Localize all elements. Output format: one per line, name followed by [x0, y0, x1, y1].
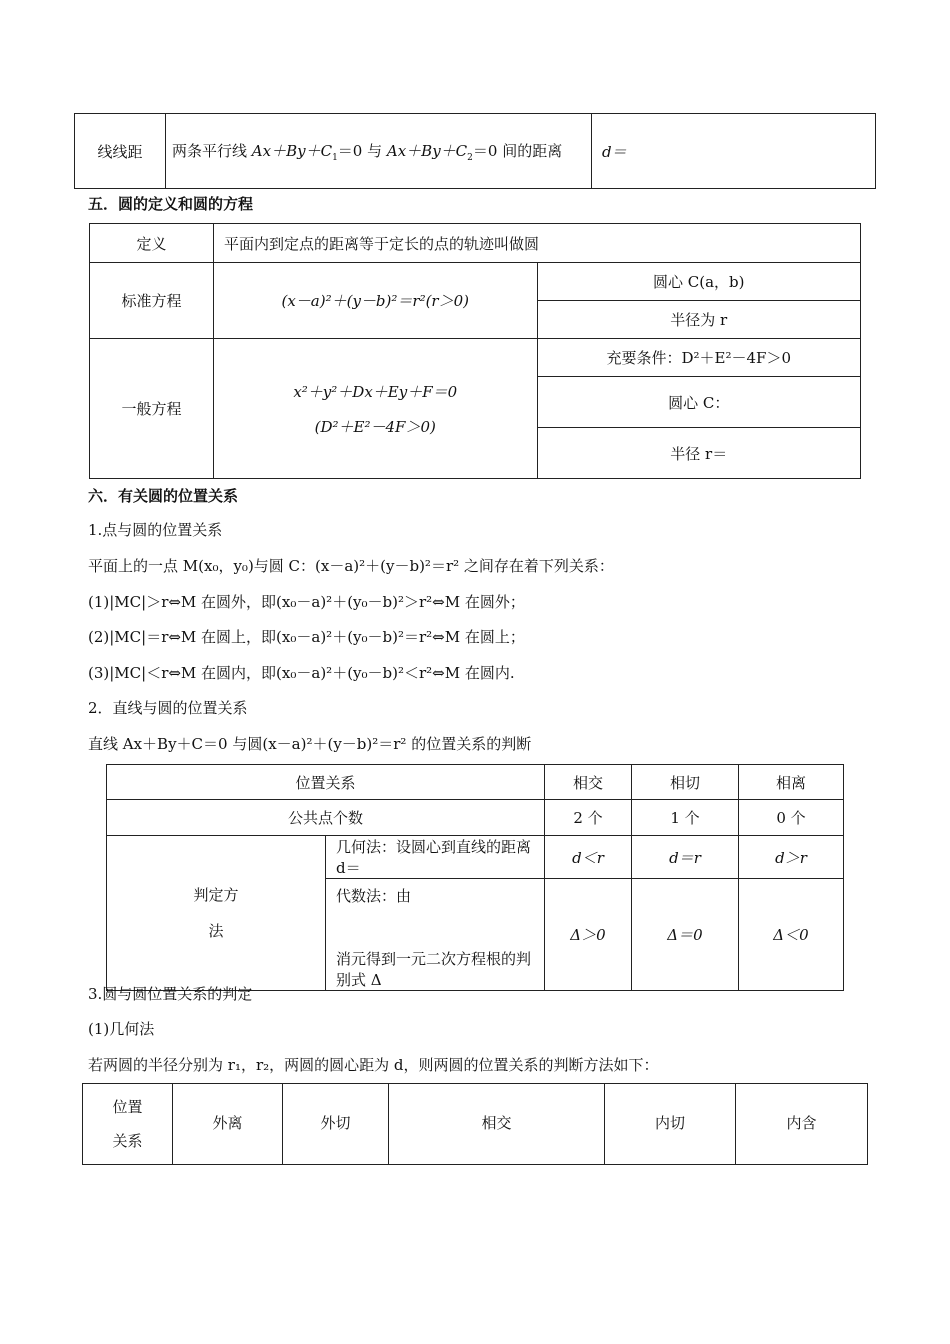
- point-circle-intro: 平面上的一点 M(x₀，y₀)与圆 C：(x－a)²＋(y－b)²＝r² 之间存在着下列关系：: [88, 557, 614, 575]
- algebraic-method: 代数法：由 消元得到一元二次方程根的判别式 Δ: [326, 879, 545, 991]
- standard-radius: 半径为 r: [537, 301, 861, 339]
- col-intersect: 相交: [389, 1084, 605, 1165]
- line-distance-description: 两条平行线 $Ax+By+C_1=0$ 与 $Ax+By+C_2=0$ 间的距离: [166, 114, 592, 189]
- circle-circle-subheading: 3.圆与圆位置关系的判定: [88, 985, 253, 1003]
- general-equation: x²＋y²＋Dx＋Ey＋F＝0 (D²＋E²－4F＞0): [214, 339, 538, 479]
- point-circle-case-3: (3)|MC|＜r⇔M 在圆内，即(x₀－a)²＋(y₀－b)²＜r²⇔M 在圆内.: [88, 664, 515, 682]
- general-condition: 充要条件：D²＋E²－4F＞0: [537, 339, 861, 377]
- standard-label: 标准方程: [90, 263, 214, 339]
- geometric-method-heading: (1)几何法: [88, 1020, 155, 1038]
- line-distance-table: [74, 113, 876, 189]
- algebraic-intersect: Δ＞0: [545, 879, 632, 991]
- common-points-separate: 0 个: [739, 800, 844, 836]
- general-center: 圆心 C：: [537, 377, 861, 428]
- line-circle-intro: 直线 Ax＋By＋C＝0 与圆(x－a)²＋(y－b)²＝r² 的位置关系的判断: [88, 735, 532, 753]
- circle-equation-table: [89, 223, 861, 479]
- common-points-label: 公共点个数: [107, 800, 545, 836]
- col-external-separate: 外离: [173, 1084, 283, 1165]
- algebraic-tangent: Δ＝0: [632, 879, 739, 991]
- general-radius: 半径 r＝: [537, 428, 861, 479]
- common-points-intersect: 2 个: [545, 800, 632, 836]
- geometric-separate: d＞r: [739, 836, 844, 879]
- circle-circle-intro: 若两圆的半径分别为 r₁，r₂，两圆的圆心距为 d，则两圆的位置关系的判断方法如下：: [88, 1056, 659, 1074]
- col-contained: 内含: [736, 1084, 868, 1165]
- method-label: 判定方 法: [107, 836, 326, 991]
- line-circle-header-tangent: 相切: [632, 765, 739, 800]
- point-circle-subheading: 1.点与圆的位置关系: [88, 521, 223, 539]
- line-circle-header-intersect: 相交: [545, 765, 632, 800]
- circle-circle-label: 位置 关系: [83, 1084, 173, 1165]
- geometric-tangent: d＝r: [632, 836, 739, 879]
- general-label: 一般方程: [90, 339, 214, 479]
- line-circle-table: [106, 764, 844, 991]
- geometric-method: 几何法：设圆心到直线的距离 d＝: [326, 836, 545, 879]
- line-distance-answer: d＝: [592, 114, 876, 189]
- point-circle-case-1: (1)|MC|＞r⇔M 在圆外，即(x₀－a)²＋(y₀－b)²＞r²⇔M 在圆外；: [88, 593, 525, 611]
- algebraic-separate: Δ＜0: [739, 879, 844, 991]
- line-distance-label: 线线距: [75, 114, 166, 189]
- standard-center: 圆心 C(a，b): [537, 263, 861, 301]
- circle-circle-table: [82, 1083, 868, 1165]
- section6-heading: 六．有关圆的位置关系: [88, 487, 239, 505]
- standard-equation: (x－a)²＋(y－b)²＝r²(r＞0): [214, 263, 538, 339]
- definition-label: 定义: [90, 224, 214, 263]
- line-circle-header-separate: 相离: [739, 765, 844, 800]
- line-circle-header-relation: 位置关系: [107, 765, 545, 800]
- col-external-tangent: 外切: [283, 1084, 389, 1165]
- point-circle-case-2: (2)|MC|＝r⇔M 在圆上，即(x₀－a)²＋(y₀－b)²＝r²⇔M 在圆上；: [88, 628, 525, 646]
- geometric-intersect: d＜r: [545, 836, 632, 879]
- col-internal-tangent: 内切: [605, 1084, 736, 1165]
- section5-heading: 五．圆的定义和圆的方程: [88, 195, 254, 213]
- definition-text: 平面内到定点的距离等于定长的点的轨迹叫做圆: [214, 224, 861, 263]
- line-circle-subheading: 2．直线与圆的位置关系: [88, 699, 248, 717]
- common-points-tangent: 1 个: [632, 800, 739, 836]
